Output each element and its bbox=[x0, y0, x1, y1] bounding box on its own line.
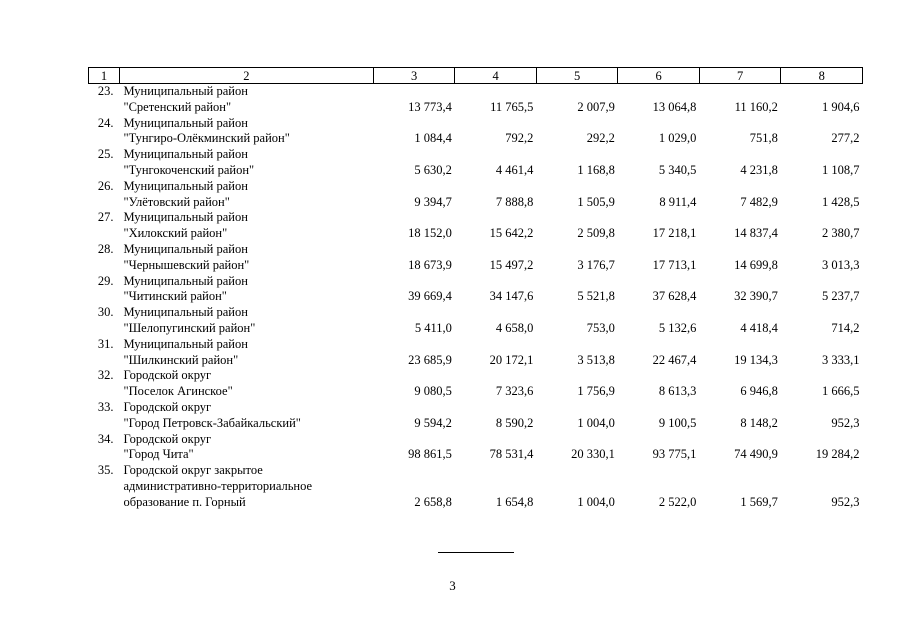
value-cell: 13 773,4 bbox=[408, 99, 452, 114]
value-cell: 18 673,9 bbox=[408, 257, 452, 272]
entity-name bbox=[119, 305, 373, 337]
entity-name-line: "Чернышевский район" bbox=[123, 257, 250, 272]
value-cell: 1 666,5 bbox=[822, 384, 860, 399]
value-cell: 93 775,1 bbox=[652, 447, 697, 462]
entity-name-line: Муниципальный район bbox=[123, 273, 248, 288]
header-cell: 6 bbox=[618, 68, 700, 84]
table-row bbox=[89, 368, 863, 400]
entity-name bbox=[119, 368, 373, 400]
row-number: 25. bbox=[97, 147, 114, 162]
value-cell: 5 521,8 bbox=[577, 289, 615, 304]
entity-name bbox=[119, 116, 373, 148]
entity-name-line: Муниципальный район bbox=[123, 210, 248, 225]
value-cell: 277,2 bbox=[831, 131, 860, 146]
entity-name-line: "Читинский район" bbox=[123, 289, 227, 304]
entity-name-line: "Тунгиро-Олёкминский район" bbox=[123, 131, 290, 146]
value-cell: 952,3 bbox=[831, 415, 860, 430]
row-number: 28. bbox=[97, 241, 114, 256]
value-cell: 7 888,8 bbox=[495, 194, 534, 209]
entity-name bbox=[119, 432, 373, 464]
value-cell: 13 064,8 bbox=[652, 99, 697, 114]
value-cell: 7 323,6 bbox=[495, 384, 534, 399]
value-cell: 4 418,4 bbox=[740, 320, 778, 335]
value-cell: 14 837,4 bbox=[734, 226, 778, 241]
header-cell: 3 bbox=[373, 68, 455, 84]
entity-name bbox=[119, 179, 373, 211]
value-cell: 1 569,7 bbox=[740, 494, 778, 509]
value-cell: 15 642,2 bbox=[489, 226, 534, 241]
value-cell: 19 284,2 bbox=[815, 447, 860, 462]
entity-name bbox=[119, 210, 373, 242]
value-cell: 1 004,0 bbox=[577, 494, 615, 509]
entity-name bbox=[119, 147, 373, 179]
value-cell: 8 911,4 bbox=[659, 194, 697, 209]
value-cell: 1 756,9 bbox=[577, 384, 615, 399]
value-cell: 9 100,5 bbox=[658, 415, 697, 430]
entity-name-line: Муниципальный район bbox=[123, 84, 248, 98]
value-cell: 9 394,7 bbox=[414, 194, 452, 209]
header-cell: 5 bbox=[536, 68, 618, 84]
value-cell: 8 148,2 bbox=[740, 415, 778, 430]
header-cell: 8 bbox=[781, 68, 863, 84]
value-cell: 5 132,6 bbox=[658, 320, 697, 335]
value-cell: 1 108,7 bbox=[822, 162, 860, 177]
value-cell: 5 340,5 bbox=[658, 162, 697, 177]
value-cell: 23 685,9 bbox=[408, 352, 452, 367]
header-cell: 1 bbox=[89, 68, 120, 84]
value-cell: 19 134,3 bbox=[734, 352, 778, 367]
value-cell: 32 390,7 bbox=[734, 289, 778, 304]
value-cell: 3 176,7 bbox=[577, 257, 615, 272]
value-cell: 8 613,3 bbox=[658, 384, 697, 399]
row-number: 23. bbox=[97, 84, 114, 98]
value-cell: 3 333,1 bbox=[822, 352, 860, 367]
value-cell: 292,2 bbox=[586, 131, 615, 146]
value-cell: 1 654,8 bbox=[495, 494, 534, 509]
value-cell: 17 218,1 bbox=[652, 226, 697, 241]
entity-name bbox=[119, 242, 373, 274]
value-cell: 11 160,2 bbox=[734, 99, 778, 114]
value-cell: 34 147,6 bbox=[489, 289, 534, 304]
entity-name-line: образование п. Горный bbox=[123, 494, 246, 509]
value-cell: 4 658,0 bbox=[495, 320, 534, 335]
entity-name-line: "Поселок Агинское" bbox=[123, 384, 233, 399]
entity-name-line: Муниципальный район bbox=[123, 147, 248, 162]
value-cell: 3 513,8 bbox=[577, 352, 615, 367]
entity-name-line: "Шилкинский район" bbox=[123, 352, 239, 367]
row-number: 27. bbox=[97, 210, 114, 225]
table-header-row bbox=[89, 68, 863, 84]
entity-name-line: "Город Чита" bbox=[123, 447, 194, 462]
entity-name-line: Городской округ закрытое bbox=[123, 463, 263, 478]
entity-name bbox=[119, 463, 373, 510]
table-row bbox=[89, 116, 863, 148]
entity-name-line: Муниципальный район bbox=[123, 178, 248, 193]
value-cell: 1 428,5 bbox=[822, 194, 860, 209]
header-cell: 4 bbox=[455, 68, 537, 84]
table-row bbox=[89, 305, 863, 337]
value-cell: 22 467,4 bbox=[652, 352, 697, 367]
value-cell: 1 029,0 bbox=[658, 131, 697, 146]
table-row bbox=[89, 463, 863, 510]
value-cell: 5 237,7 bbox=[822, 289, 860, 304]
value-cell: 751,8 bbox=[749, 131, 778, 146]
value-cell: 5 630,2 bbox=[414, 162, 452, 177]
entity-name bbox=[119, 400, 373, 432]
row-number: 29. bbox=[97, 273, 114, 288]
value-cell: 9 594,2 bbox=[414, 415, 452, 430]
entity-name-line: Муниципальный район bbox=[123, 336, 248, 351]
value-cell: 4 461,4 bbox=[495, 162, 534, 177]
entity-name-line: "Шелопугинский район" bbox=[123, 320, 256, 335]
row-number: 35. bbox=[97, 463, 114, 478]
header-cell: 7 bbox=[699, 68, 781, 84]
value-cell: 753,0 bbox=[586, 320, 615, 335]
value-cell: 15 497,2 bbox=[489, 257, 534, 272]
value-cell: 11 765,5 bbox=[490, 99, 534, 114]
value-cell: 1 004,0 bbox=[577, 415, 615, 430]
value-cell: 2 007,9 bbox=[577, 99, 615, 114]
entity-name bbox=[119, 337, 373, 369]
entity-name bbox=[119, 274, 373, 306]
row-number: 26. bbox=[97, 178, 114, 193]
value-cell: 9 080,5 bbox=[414, 384, 452, 399]
table-row bbox=[89, 147, 863, 179]
entity-name-line: Муниципальный район bbox=[123, 115, 248, 130]
value-cell: 792,2 bbox=[505, 131, 534, 146]
value-cell: 17 713,1 bbox=[652, 257, 697, 272]
value-cell: 4 231,8 bbox=[740, 162, 778, 177]
value-cell: 1 904,6 bbox=[822, 99, 860, 114]
value-cell: 3 013,3 bbox=[822, 257, 860, 272]
value-cell: 952,3 bbox=[831, 494, 860, 509]
table-row bbox=[89, 210, 863, 242]
value-cell: 2 658,8 bbox=[414, 494, 452, 509]
value-cell: 98 861,5 bbox=[408, 447, 452, 462]
footer-rule bbox=[438, 552, 514, 553]
value-cell: 6 946,8 bbox=[740, 384, 778, 399]
value-cell: 37 628,4 bbox=[652, 289, 697, 304]
table-row bbox=[89, 179, 863, 211]
table-row bbox=[89, 274, 863, 306]
table-row bbox=[89, 242, 863, 274]
value-cell: 1 084,4 bbox=[414, 131, 452, 146]
entity-name-line: Городской округ bbox=[123, 431, 212, 446]
row-number: 32. bbox=[97, 368, 114, 383]
value-cell: 7 482,9 bbox=[740, 194, 778, 209]
value-cell: 14 699,8 bbox=[734, 257, 778, 272]
entity-name-line: "Сретенский район" bbox=[123, 99, 232, 114]
value-cell: 39 669,4 bbox=[408, 289, 452, 304]
value-cell: 5 411,0 bbox=[414, 320, 452, 335]
entity-name-line: Городской округ bbox=[123, 399, 212, 414]
value-cell: 1 505,9 bbox=[577, 194, 615, 209]
entity-name-line: Муниципальный район bbox=[123, 305, 248, 320]
row-number: 30. bbox=[97, 305, 114, 320]
table-row bbox=[89, 432, 863, 464]
table-row bbox=[89, 400, 863, 432]
value-cell: 714,2 bbox=[831, 320, 860, 335]
entity-name-line: "Тунгокоченский район" bbox=[123, 162, 255, 177]
value-cell: 18 152,0 bbox=[408, 226, 452, 241]
value-cell: 2 509,8 bbox=[577, 226, 615, 241]
value-cell: 2 380,7 bbox=[822, 226, 860, 241]
row-number: 31. bbox=[97, 336, 114, 351]
entity-name-line: Городской округ bbox=[123, 368, 212, 383]
value-cell: 8 590,2 bbox=[495, 415, 534, 430]
table-row bbox=[89, 84, 863, 116]
value-cell: 20 172,1 bbox=[489, 352, 534, 367]
value-cell: 1 168,8 bbox=[577, 162, 615, 177]
row-number: 24. bbox=[97, 115, 114, 130]
entity-name-line: "Город Петровск-Забайкальский" bbox=[123, 415, 301, 430]
value-cell: 2 522,0 bbox=[658, 494, 697, 509]
value-cell: 20 330,1 bbox=[571, 447, 615, 462]
value-cell: 78 531,4 bbox=[489, 447, 534, 462]
budget-table bbox=[88, 67, 863, 511]
row-number: 33. bbox=[97, 399, 114, 414]
table-body bbox=[89, 84, 863, 511]
header-cell: 2 bbox=[119, 68, 373, 84]
entity-name-line: "Хилокский район" bbox=[123, 226, 228, 241]
row-number: 34. bbox=[97, 431, 114, 446]
entity-name bbox=[119, 84, 373, 116]
entity-name-line: административно-территориальное bbox=[123, 478, 313, 493]
table-row bbox=[89, 337, 863, 369]
entity-name-line: "Улётовский район" bbox=[123, 194, 230, 209]
entity-name-line: Муниципальный район bbox=[123, 241, 248, 256]
page-number: 3 bbox=[449, 578, 456, 593]
value-cell: 74 490,9 bbox=[734, 447, 778, 462]
